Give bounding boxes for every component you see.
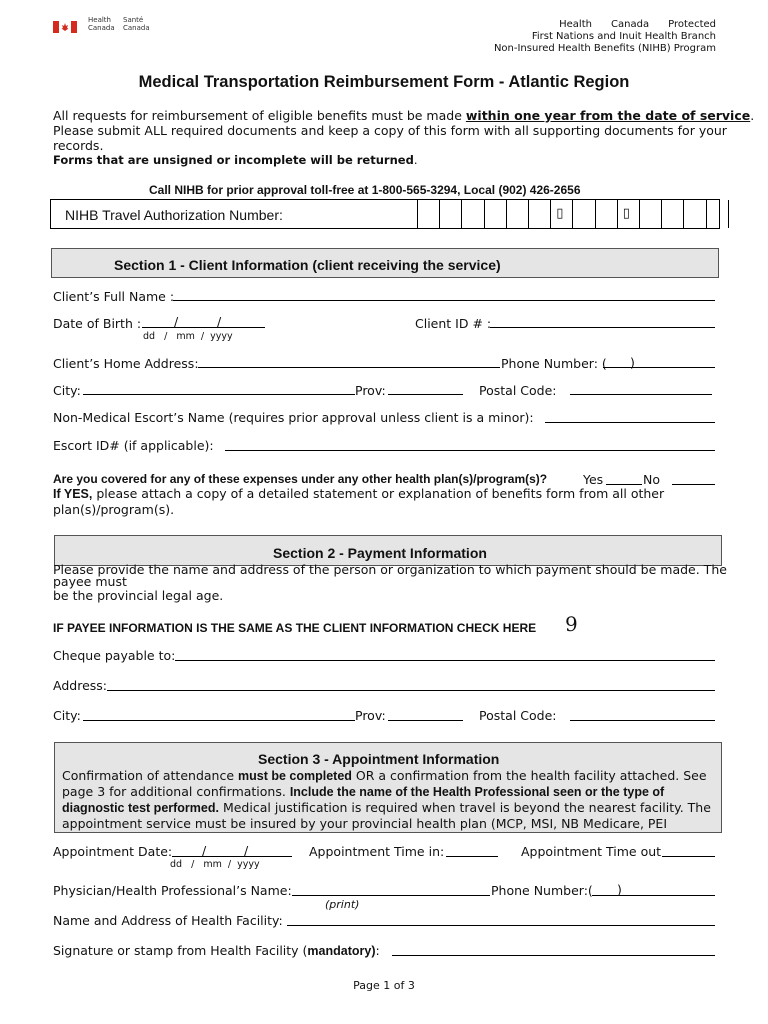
- physician-name-field[interactable]: [292, 895, 490, 896]
- call-nihb-line: Call NIHB for prior approval toll-free at 1-800-565-3294, Local (902) 426-2656: [149, 183, 581, 197]
- physician-phone-close: ): [617, 882, 622, 897]
- escort-id-field[interactable]: [225, 450, 715, 451]
- government-wordmark-fr: Santé Canada: [123, 16, 150, 32]
- auth-number-box: [50, 199, 720, 229]
- auth-number-cell[interactable]: [484, 200, 507, 228]
- dob-label: Date of Birth :: [53, 316, 142, 331]
- facility-label: Name and Address of Health Facility:: [53, 913, 283, 928]
- auth-number-cell[interactable]: [417, 200, 440, 228]
- escort-name-field[interactable]: [545, 422, 715, 423]
- payee-city-field[interactable]: [83, 720, 355, 721]
- appointment-date-hint: dd / mm / yyyy: [170, 859, 260, 870]
- canada-flag-icon: [53, 18, 77, 30]
- payee-postal-field[interactable]: [570, 720, 715, 721]
- auth-cell-mark: ▯: [556, 206, 564, 221]
- dob-slash-2: /: [217, 314, 222, 329]
- payee-address-label: Address:: [53, 678, 107, 693]
- appointment-time-out-field[interactable]: [662, 856, 715, 857]
- payment-description: Please provide the name and address of the person or organization to which payment should be made. The payee must be the provincial legal age.: [53, 562, 727, 603]
- auth-number-cell[interactable]: [728, 200, 751, 228]
- payee-prov-field[interactable]: [388, 720, 463, 721]
- auth-number-cell[interactable]: [506, 200, 529, 228]
- same-as-client-label: IF PAYEE INFORMATION IS THE SAME AS THE CLIENT INFORMATION CHECK HERE: [53, 621, 537, 635]
- appointment-date-label: Appointment Date:: [53, 844, 173, 859]
- city-label: City:: [53, 383, 81, 398]
- government-wordmark: Health Canada: [88, 16, 115, 32]
- cheque-payable-field[interactable]: [175, 660, 715, 661]
- payee-address-field[interactable]: [107, 690, 715, 691]
- client-phone-close: ): [630, 355, 635, 370]
- auth-cell-mark: ▯: [622, 206, 630, 221]
- section-3-box: [54, 742, 722, 833]
- section-2-title: Section 2 - Payment Information: [273, 545, 487, 561]
- page-footer: Page 1 of 3: [353, 979, 415, 992]
- dob-format-hint: dd / mm / yyyy: [143, 331, 233, 342]
- intro-paragraph: All requests for reimbursement of eligible benefits must be made within one year from the date of service. Please submit ALL required documents and keep a copy of this form with all supporting documents for your records. Forms that are unsigned or incomplete will be returned.: [53, 108, 755, 167]
- client-full-name-label: Client’s Full Name :: [53, 289, 175, 304]
- section-1-header: [51, 248, 719, 278]
- physician-phone-label: Phone Number:(: [491, 883, 593, 898]
- dob-slash-1: /: [174, 314, 179, 329]
- if-yes-note: If YES, please attach a copy of a detailed statement or explanation of benefits form from all other plan(s)/program(s).: [53, 486, 665, 517]
- home-address-label: Client’s Home Address:: [53, 356, 199, 371]
- client-full-name-field[interactable]: [173, 300, 715, 301]
- auth-number-cell[interactable]: [617, 200, 640, 228]
- dob-field[interactable]: [142, 327, 265, 328]
- appointment-date-field[interactable]: [172, 856, 292, 857]
- physician-name-label: Physician/Health Professional’s Name:: [53, 883, 292, 898]
- auth-number-cells[interactable]: [417, 200, 719, 228]
- payee-city-label: City:: [53, 708, 81, 723]
- city-field[interactable]: [83, 394, 355, 395]
- coverage-yes-field[interactable]: [606, 484, 642, 485]
- facility-field[interactable]: [287, 925, 715, 926]
- header-line-1: Health Canada Protected: [559, 19, 716, 30]
- coverage-no-field[interactable]: [672, 484, 715, 485]
- physician-phone-field[interactable]: [592, 895, 715, 896]
- auth-number-cell[interactable]: [439, 200, 462, 228]
- auth-number-cell[interactable]: [706, 200, 729, 228]
- client-phone-field[interactable]: [603, 367, 715, 368]
- postal-field[interactable]: [570, 394, 712, 395]
- client-id-field[interactable]: [490, 327, 715, 328]
- payee-postal-label: Postal Code:: [479, 708, 557, 723]
- section-3-title: Section 3 - Appointment Information: [258, 751, 500, 767]
- coverage-yes-label: Yes: [583, 472, 604, 487]
- appointment-time-in-field[interactable]: [446, 856, 498, 857]
- home-address-field[interactable]: [198, 367, 500, 368]
- cheque-payable-label: Cheque payable to:: [53, 648, 176, 663]
- appt-slash-2: /: [244, 843, 249, 858]
- auth-number-cell[interactable]: [683, 200, 706, 228]
- facility-signature-field[interactable]: [392, 955, 715, 956]
- auth-number-label: NIHB Travel Authorization Number:: [65, 207, 283, 223]
- auth-number-cell[interactable]: [528, 200, 551, 228]
- section-1-title: Section 1 - Client Information (client receiving the service): [114, 257, 501, 273]
- section-3-instructions: Confirmation of attendance must be completed OR a confirmation from the health facility attached. See page 3 for additional confirmations. Include the name of the Health Professional seen or the type of diagnostic test performed. Medical justification is required when travel is beyond the nearest facility. The appointment service must be insured by your provincial health plan (MCP, MSI, NB Medicare, PEI: [62, 768, 711, 831]
- other-coverage-question: Are you covered for any of these expenses under any other health plan(s)/program(s)?: [53, 472, 548, 486]
- coverage-no-label: No: [643, 472, 660, 487]
- prov-field[interactable]: [388, 394, 463, 395]
- prov-label: Prov:: [355, 383, 386, 398]
- form-title: Medical Transportation Reimbursement Form - Atlantic Region: [138, 73, 630, 91]
- escort-id-label: Escort ID# (if applicable):: [53, 438, 214, 453]
- auth-number-cell[interactable]: [550, 200, 573, 228]
- auth-number-cell[interactable]: [661, 200, 684, 228]
- appointment-time-in-label: Appointment Time in:: [309, 844, 445, 859]
- header-line-2: First Nations and Inuit Health Branch: [531, 31, 716, 42]
- payee-prov-label: Prov:: [355, 708, 386, 723]
- print-hint: (print): [325, 898, 360, 911]
- appointment-time-out-label: Appointment Time out: [521, 844, 662, 859]
- auth-number-cell[interactable]: [639, 200, 662, 228]
- header-right: [494, 19, 716, 55]
- auth-number-cell[interactable]: [572, 200, 595, 228]
- appt-slash-1: /: [202, 843, 207, 858]
- header-line-3: Non-Insured Health Benefits (NIHB) Program: [493, 43, 716, 54]
- facility-signature-label: Signature or stamp from Health Facility (mandatory):: [53, 943, 380, 958]
- client-id-label: Client ID # :: [415, 316, 492, 331]
- auth-number-cell[interactable]: [595, 200, 618, 228]
- escort-name-label: Non-Medical Escort’s Name (requires prior approval unless client is a minor):: [53, 410, 534, 425]
- same-as-client-checkbox[interactable]: 9: [565, 612, 578, 636]
- auth-number-cell[interactable]: [461, 200, 484, 228]
- client-phone-label: Phone Number: (: [501, 356, 607, 371]
- postal-label: Postal Code:: [479, 383, 557, 398]
